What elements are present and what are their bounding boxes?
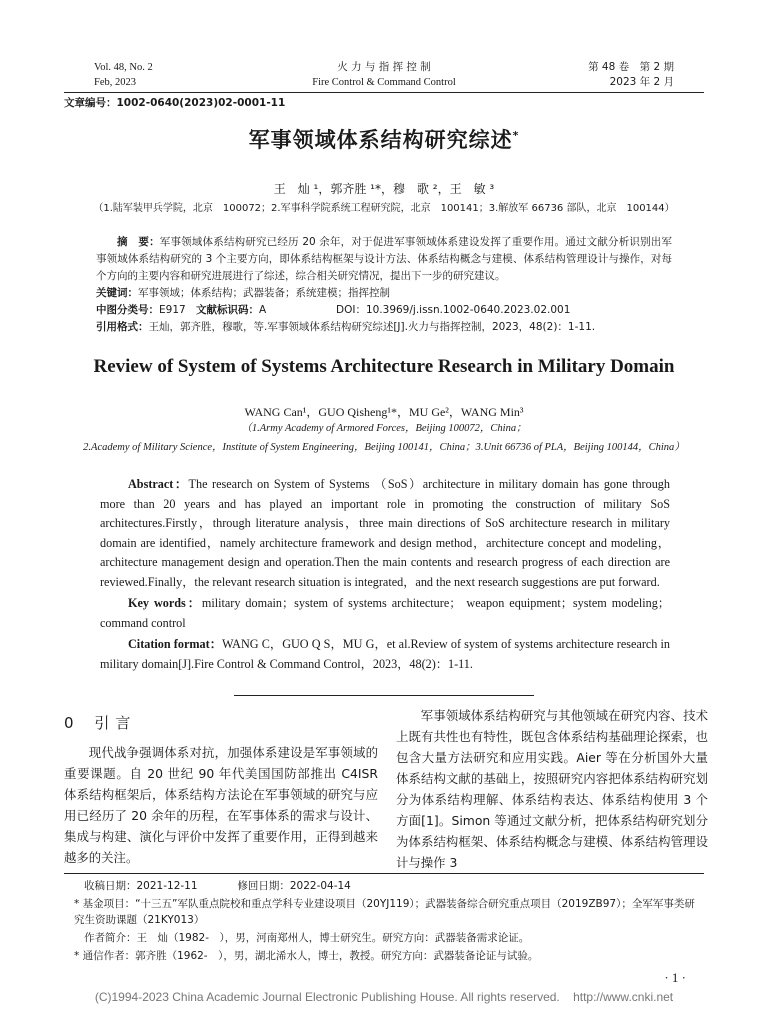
revised-date: 修回日期：2022-04-14	[237, 880, 351, 892]
footnotes	[64, 878, 704, 964]
clc-label: 中图分类号：	[96, 304, 159, 316]
volume-info	[94, 60, 153, 90]
citation-en-text: WANG C，GUO Q S，MU G，et al.Review of system of systems architecture research in military domain[J].Fire Control & Command Control，2023，48(2)：1-11.	[100, 637, 670, 671]
keywords-en-label: Key words：	[128, 596, 202, 610]
section-heading	[64, 712, 136, 733]
abstract-cn-text: 军事领域体系结构研究已经历 20 余年，对于促进军事领域体系建设发挥了重要作用。通过文献分析识别出军事领域体系结构研究的 3 个主要方向，即体系结构框架与设计方法、体系结构概念与建模、体系结构管理设计与操作，对每个方向的主要内容和研究进展进行了综述，综合相关研究情况，提出下一步的研究建议。	[96, 236, 672, 282]
abstract-en	[100, 475, 670, 674]
section-title: 引言	[94, 714, 137, 732]
journal-name	[234, 60, 534, 90]
keywords-cn	[96, 285, 672, 302]
intro-left-paragraph: 现代战争强调体系对抗，加强体系建设是军事领域的重要课题。自 20 世纪 90 年代美国国防部推出 C4ISR 体系结构框架后，体系结构方法论在军事领域的研究与应用已经历了 20 余年的历程，在军事体系的需求与设计、集成与构建、演化与评价中发挥了重要作用，正得到越来越多的关注。	[64, 745, 378, 865]
issue-date: Feb, 2023	[94, 77, 136, 88]
volume-number: Vol. 48, No. 2	[94, 62, 153, 73]
abstract-cn-para	[96, 234, 672, 285]
keywords-en-text: military domain；system of systems architecture； weapon equipment；system modeling；command control	[100, 596, 670, 630]
classification-row	[96, 302, 672, 319]
doi: DOI：10.3969/j.issn.1002-0640.2023.02.001	[336, 304, 571, 316]
header-rule	[64, 92, 704, 93]
section-number: 0	[64, 714, 74, 732]
title-footnote-mark: *	[512, 129, 520, 142]
citation-cn	[96, 319, 672, 336]
abstract-en-para	[100, 475, 670, 592]
abstract-en-text: The research on System of Systems （SoS）architecture in military domain has gone through more than 20 years and has played an important role in promoting the construction of military SoS architectures.Firstly，through literature analysis，three main directions of SoS architecture research in military domain are identified，namely architecture framework and design method，architecture concept and modeling，architecture management design and operation.Then the main contents and research progress of each direction are reviewed.Finally，the relevant research situation is integrated，and the next research suggestions are put forward.	[100, 477, 670, 589]
clc-value: E917	[159, 304, 186, 316]
doc-value: A	[259, 304, 267, 316]
authors-cn: 王 灿 ¹，郭齐胜 ¹*，穆 歌 ²，王 敏 ³	[273, 182, 495, 196]
doc-label: 文献标识码：	[196, 304, 259, 316]
affiliations-en-line2: 2.Academy of Military Science，Institute of System Engineering，Beijing 100141，China；3.Unit 66736 of PLA，Beijing 100144，China）	[83, 442, 685, 453]
authors-en: WANG Can¹，GUO Qisheng¹*，MU Ge²，WANG Min³	[244, 405, 524, 419]
keywords-en	[100, 594, 670, 633]
affiliations-en-line1: （1.Army Academy of Armored Forces，Beijing 100072，China；	[241, 423, 527, 434]
journal-name-en: Fire Control & Command Control	[312, 77, 456, 88]
citation-en-label: Citation format：	[128, 637, 223, 651]
footnote-rule	[64, 873, 704, 874]
title-cn	[0, 124, 768, 154]
keywords-cn-text: 军事领域；体系结构；武器装备；系统建模；指挥控制	[138, 287, 390, 299]
title-en: Review of System of Systems Architecture Research in Military Domain	[93, 356, 675, 377]
fund-note: * 基金项目：“十三五”军队重点院校和重点学科专业建设项目（20YJ119）；武器装备综合研究重点项目（2019ZB97）；全军军事类研究生资助课题（21KY013）	[74, 898, 695, 926]
author-bio: 作者简介：王 灿（1982- ），男，河南郑州人，博士研究生。研究方向：武器装备需求论证。	[84, 932, 530, 944]
journal-name-cn: 火 力 与 指 挥 控 制	[337, 61, 431, 73]
corresponding-author: * 通信作者：郭齐胜（1962- ），男，湖北浠水人，博士，教授。研究方向：武器装备论证与试验。	[74, 950, 539, 962]
abstract-cn-label: 摘 要：	[117, 236, 160, 248]
doc-code	[196, 302, 336, 319]
article-number: 文章编号：1002-0640(2023)02-0001-11	[64, 97, 286, 109]
abstract-en-label: Abstract：	[128, 477, 189, 491]
page-number: · 1 ·	[664, 970, 686, 985]
citation-cn-label: 引用格式：	[96, 321, 149, 333]
citation-en	[100, 635, 670, 674]
intro-right-paragraph: 军事领域体系结构研究与其他领域在研究内容、技术上既有共性也有特性，既包含体系结构基础理论探索，也包含大量方法研究和应用实践。Aier 等在分析国外大量体系结构文献的基础上，按照研究内容把体系结构研究划分为体系结构理解、体系结构表达、体系结构使用 3 个方面[1]。Simon 等通过文献分析，把体系结构研究划分为体系结构框架、体系结构概念与建模、体系结构管理设计与操作 3	[396, 708, 708, 870]
abstract-cn	[96, 234, 672, 336]
citation-cn-text: 王灿，郭齐胜，穆歌，等.军事领域体系结构研究综述[J].火力与指挥控制，2023，48(2)：1-11.	[148, 321, 596, 333]
copyright-footer: (C)1994-2023 China Academic Journal Electronic Publishing House. All rights reserved. http://www.cnki.net	[94, 990, 674, 1004]
clc-code	[96, 302, 196, 319]
dates-row	[64, 878, 704, 894]
keywords-cn-label: 关键词：	[96, 287, 138, 299]
issue-date-cn: 2023 年 2 月	[609, 76, 674, 88]
volume-number-cn: 第 48 卷 第 2 期	[588, 61, 674, 73]
affiliations-cn: （1.陆军装甲兵学院，北京 100072；2.军事科学院系统工程研究院，北京 100141；3.解放军 66736 部队，北京 100144）	[93, 203, 675, 214]
abstract-divider	[234, 695, 534, 696]
title-cn-text: 军事领域体系结构研究综述	[248, 128, 513, 152]
volume-info-cn	[588, 60, 674, 90]
received-date: 收稿日期：2021-12-11	[84, 880, 198, 892]
